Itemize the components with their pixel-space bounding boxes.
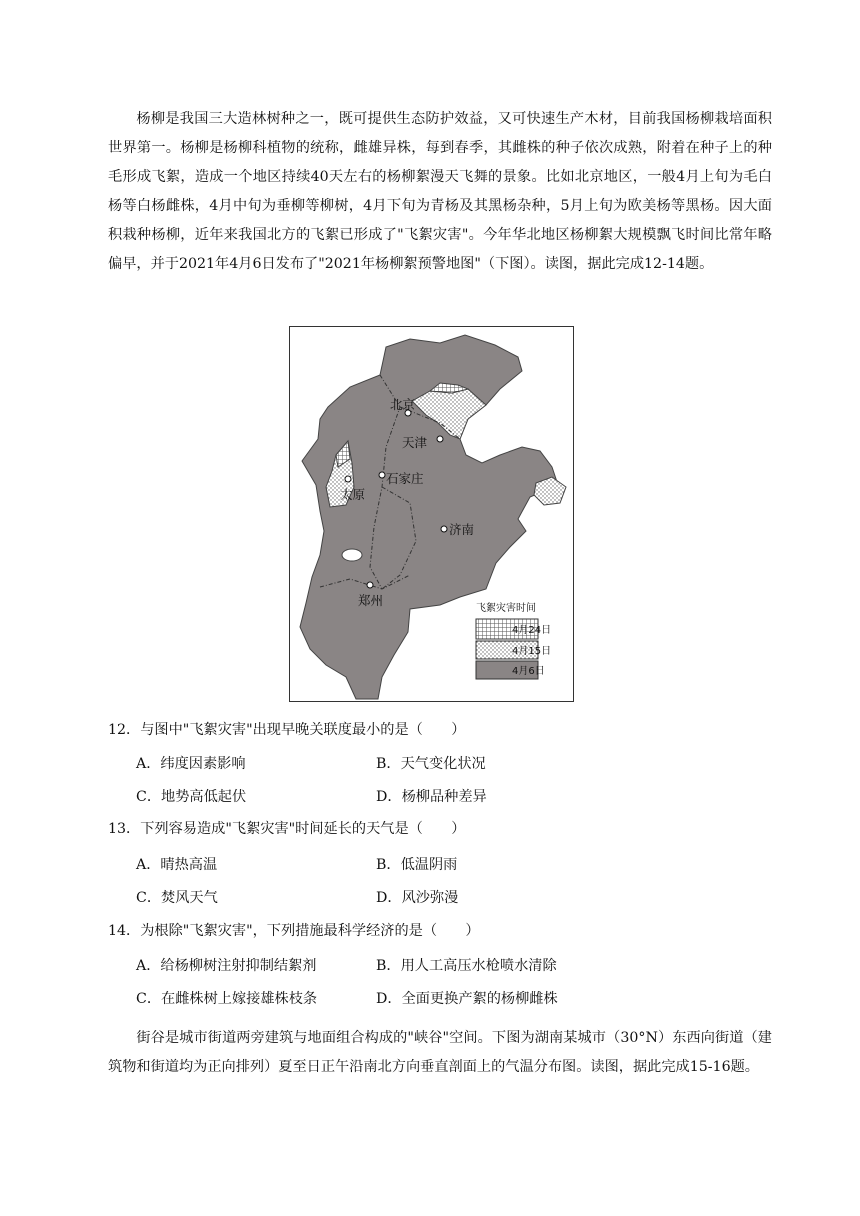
legend-item-apr6: 4月6日 [512,666,545,677]
question-14-option-d: D．全面更换产絮的杨柳雌株 [376,991,558,1007]
question-13-stem: 13．下列容易造成"飞絮灾害"时间延长的天气是（ ） [108,821,466,837]
question-13-option-d: D．风沙弥漫 [376,890,459,906]
question-12-option-b: B．天气变化状况 [376,756,486,772]
svg-text:石家庄: 石家庄 [386,471,424,486]
question-12-option-a: A．纬度因素影响 [136,756,246,772]
question-14-option-a: A．给杨柳树注射抑制结絮剂 [136,958,317,974]
legend-item-apr24: 4月24日 [512,625,552,636]
question-12-option-d: D．杨柳品种差异 [376,789,487,805]
question-13-option-b: B．低温阴雨 [376,857,458,873]
question-13-option-a: A．晴热高温 [136,857,218,873]
svg-text:郑州: 郑州 [358,593,384,608]
passage-intro: 杨柳是我国三大造林树种之一，既可提供生态防护效益，又可快速生产木材，目前我国杨柳栽培面积世界第一。杨柳是杨柳科植物的统称，雌雄异株，每到春季，其雌株的种子依次成熟，附着在种子上的种毛形成飞絮，造成一个地区持续40天左右的杨柳絮漫天飞舞的景象。比如北京地区，一般4月上旬为毛白杨等白杨雌株，4月中旬为垂柳等柳树，4月下旬为青杨及其黑杨杂种，5月上旬为欧美杨等黑杨。因大面积栽种杨柳，近年来我国北方的飞絮已形成了"飞絮灾害"。今年华北地区杨柳絮大规模飘飞时间比常年略偏早，并于2021年4月6日发布了"2021年杨柳絮预警地图"（下图）。读图，据此完成12-14题。 [108,111,772,272]
legend-item-apr15: 4月15日 [512,646,552,657]
svg-text:天津: 天津 [402,435,428,450]
question-14-option-b: B．用人工高压水枪喷水清除 [376,958,557,974]
city-shijiazhuang [379,471,424,486]
catkin-warning-map [289,326,574,702]
passage-street-canyon: 街谷是城市街道两旁建筑与地面组合构成的"峡谷"空间。下图为湖南某城市（30°N）东西向街道（建筑物和街道均为正向排列）夏至日正午沿南北方向垂直剖面上的气温分布图。读图，据此完成15-16题。 [108,1030,772,1075]
svg-text:太原: 太原 [340,487,366,502]
svg-text:济南: 济南 [449,522,475,537]
question-12-option-c: C．地势高低起伏 [136,789,247,805]
svg-text:北京: 北京 [390,397,416,412]
map-legend [468,597,570,699]
question-13-option-c: C．焚风天气 [136,890,218,906]
question-12-stem: 12．与图中"飞絮灾害"出现早晚关联度最小的是（ ） [108,722,466,738]
map-figure [290,327,573,701]
question-14-stem: 14．为根除"飞絮灾害"，下列措施最科学经济的是（ ） [108,923,480,939]
question-14-option-c: C．在雌株树上嫁接雄株枝条 [136,991,318,1007]
legend-title: 飞絮灾害时间 [476,603,536,614]
